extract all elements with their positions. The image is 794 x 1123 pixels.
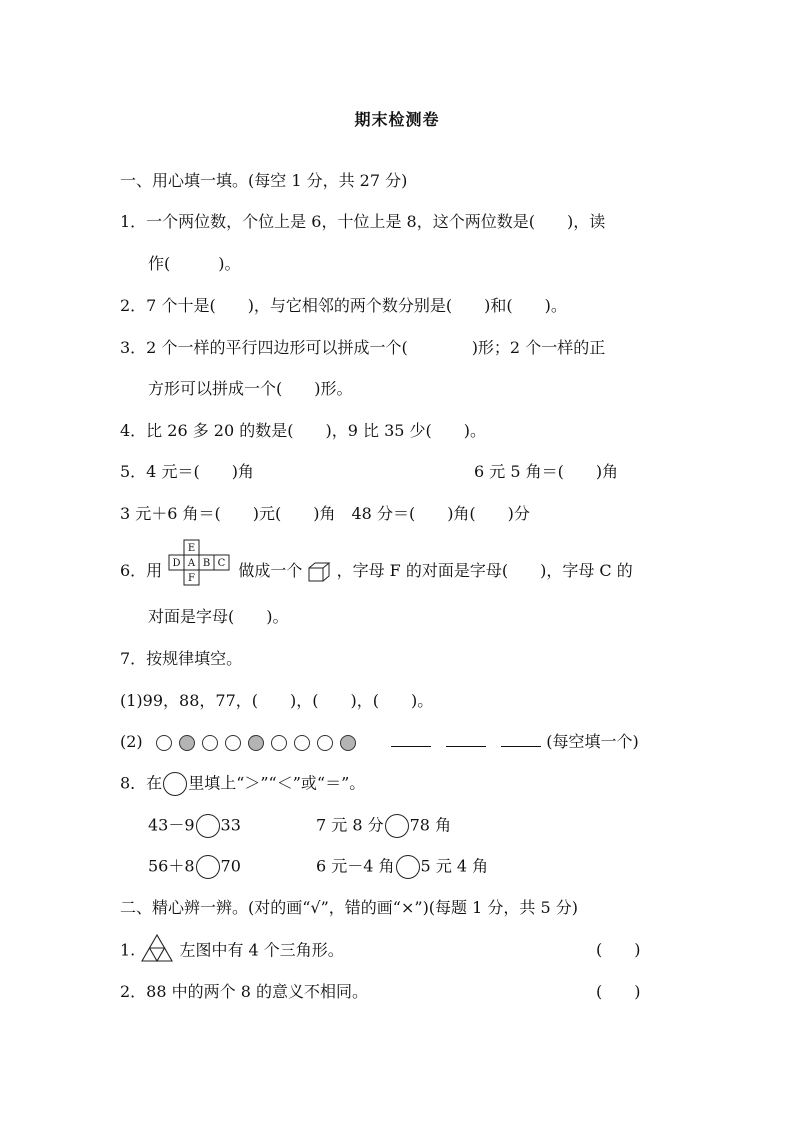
pattern-circle-3 xyxy=(202,735,218,751)
answer-paren-2[interactable]: ( ) xyxy=(596,982,641,1001)
question-5-part-c: 3 元＋6 角＝( )元( )角 48 分＝( )角( )分 xyxy=(120,504,530,523)
judge-question-1 xyxy=(120,939,344,963)
answer-blank-1[interactable] xyxy=(391,732,431,747)
compare-item-4 xyxy=(316,855,488,879)
question-8 xyxy=(120,772,365,796)
net-letter-d: D xyxy=(172,558,181,569)
question-3-line-1: 3．2 个一样的平行四边形可以拼成一个( )形；2 个一样的正 xyxy=(120,338,606,357)
compare-item-4-left: 6 元－4 角 xyxy=(316,856,395,876)
net-letter-a: A xyxy=(188,558,196,569)
question-3-line-2: 方形可以拼成一个( )形。 xyxy=(148,379,353,398)
triangles-figure xyxy=(140,933,174,963)
question-6-line-2: 对面是字母( )。 xyxy=(148,607,289,626)
compare-item-4-right: 5 元 4 角 xyxy=(420,856,489,876)
answer-blank-3[interactable] xyxy=(501,732,541,747)
judge-question-1-number: 1. xyxy=(120,940,136,960)
question-7: 7．按规律填空。 xyxy=(120,649,243,668)
compare-circle-4[interactable] xyxy=(396,855,420,879)
pattern-circle-4 xyxy=(225,735,241,751)
compare-item-2-right: 78 角 xyxy=(409,815,452,835)
compare-circle-2[interactable] xyxy=(385,814,409,838)
pattern-circle-7 xyxy=(294,735,310,751)
question-1-line-1: 1．一个两位数，个位上是 6，十位上是 8，这个两位数是( )，读 xyxy=(120,212,606,231)
pattern-circle-5 xyxy=(248,735,264,751)
compare-circle-1[interactable] xyxy=(196,814,220,838)
question-8-prefix: 8．在 xyxy=(120,773,163,793)
question-7-part-1: (1)99，88，77，( )，( )，( )。 xyxy=(120,691,434,710)
net-letter-b: B xyxy=(203,558,211,569)
question-7-part-2 xyxy=(120,731,639,753)
question-6-line-1 xyxy=(120,543,633,589)
question-6-suffix: ，字母 F 的对面是字母( )，字母 C 的 xyxy=(336,561,633,580)
compare-item-3-right: 70 xyxy=(220,856,241,876)
compare-item-3-left: 56＋8 xyxy=(148,856,195,876)
section-2-heading: 二、精心辨一辨。(对的画“√”，错的画“×”)(每题 1 分，共 5 分) xyxy=(120,898,578,917)
page-title: 期末检测卷 xyxy=(354,110,440,129)
compare-item-2-left: 7 元 8 分 xyxy=(316,815,384,835)
question-5-part-a: 5．4 元＝( )角 xyxy=(120,462,254,481)
net-letter-c: C xyxy=(217,558,226,569)
answer-blank-2[interactable] xyxy=(446,732,486,747)
question-6-mid: 做成一个 xyxy=(238,561,303,580)
compare-item-1-left: 43－9 xyxy=(148,815,195,835)
pattern-circles xyxy=(156,732,363,751)
answer-paren-1[interactable]: ( ) xyxy=(596,940,641,959)
pattern-circle-9 xyxy=(340,735,356,751)
cube-net-figure xyxy=(167,539,233,589)
net-letter-e: E xyxy=(188,543,196,554)
compare-item-3 xyxy=(148,855,241,879)
compare-circle-example xyxy=(163,772,187,796)
pattern-circle-2 xyxy=(179,735,195,751)
compare-circle-3[interactable] xyxy=(196,855,220,879)
cube-icon xyxy=(307,561,331,583)
question-4: 4．比 26 多 20 的数是( )，9 比 35 少( )。 xyxy=(120,421,487,440)
pattern-circle-1 xyxy=(156,735,172,751)
question-5-part-b: 6 元 5 角＝( )角 xyxy=(474,462,619,481)
judge-question-1-text: 左图中有 4 个三角形。 xyxy=(179,940,344,960)
compare-item-1-right: 33 xyxy=(220,815,241,835)
question-2: 2．7 个十是( )，与它相邻的两个数分别是( )和( )。 xyxy=(120,296,567,315)
question-7-part-2-note: (每空填一个) xyxy=(546,732,639,751)
pattern-circle-8 xyxy=(317,735,333,751)
judge-question-2: 2．88 中的两个 8 的意义不相同。 xyxy=(120,982,368,1001)
question-6-prefix: 6．用 xyxy=(120,561,163,580)
question-1-line-2: 作( )。 xyxy=(148,254,241,273)
compare-item-1 xyxy=(148,814,241,838)
net-letter-f: F xyxy=(188,573,196,584)
compare-item-2 xyxy=(316,814,451,838)
pattern-circle-6 xyxy=(271,735,287,751)
question-7-part-2-label: (2) xyxy=(120,732,143,751)
section-1-heading: 一、用心填一填。(每空 1 分，共 27 分) xyxy=(120,171,408,190)
question-8-suffix: 里填上“＞”“＜”或“＝”。 xyxy=(188,773,366,793)
